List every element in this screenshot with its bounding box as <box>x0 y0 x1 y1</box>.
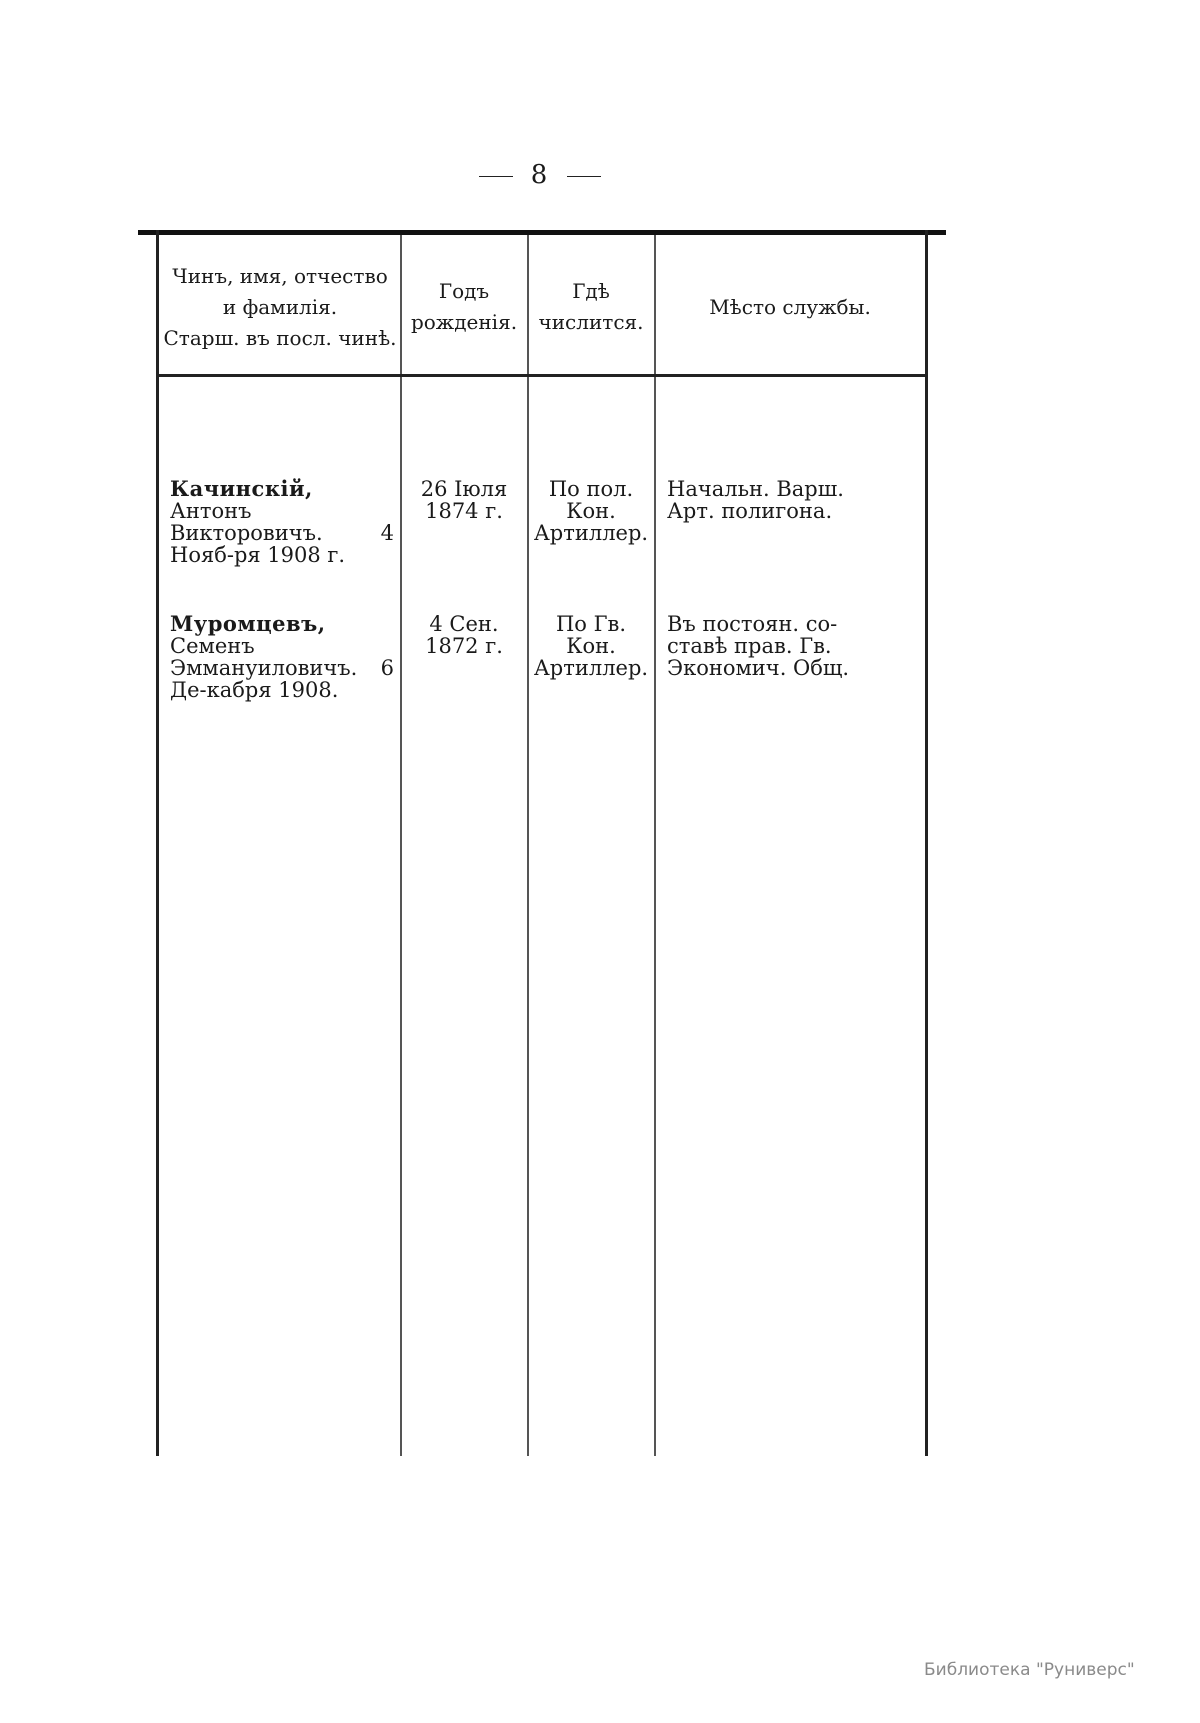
page-number <box>0 160 1080 190</box>
row-2-place-line3: Экономич. Общ. <box>667 656 850 681</box>
header-listed <box>530 252 652 362</box>
column-divider-3 <box>654 235 656 1456</box>
row-1-listed-line2: Артиллер. <box>533 521 649 546</box>
row-1-birth-line1: 26 Іюля <box>420 477 508 501</box>
header-name-line2: и фамилія. <box>222 294 338 319</box>
header-birth-line2: рожденія. <box>410 310 518 334</box>
row-1-name-rest: Антонъ Викторовичъ. 4 Нояб-ря 1908 г. <box>170 499 394 568</box>
row-1-birth <box>403 478 525 522</box>
page-number-value: 8 <box>530 160 550 190</box>
header-name-line1: Чинъ, имя, отчество <box>172 263 388 288</box>
table-right-border <box>925 230 928 1456</box>
page-number-dash-right <box>567 176 601 177</box>
row-1-listed <box>530 478 652 544</box>
row-1-place <box>667 478 923 522</box>
row-1-listed-line1: По пол. Кон. <box>548 477 634 524</box>
row-1-surname: Качинскій, <box>170 476 313 501</box>
row-2-birth-line1: 4 Сен. <box>429 612 499 636</box>
row-1-name <box>170 478 394 566</box>
header-place-of-service <box>657 252 923 362</box>
header-birth-year <box>403 252 525 362</box>
row-1-birth-line2: 1874 г. <box>425 499 503 524</box>
library-watermark: Библиотека "Руниверс" <box>924 1660 1135 1680</box>
header-birth-line1: Годъ <box>438 279 490 303</box>
header-name-line3: Старш. въ посл. чинѣ. <box>163 325 397 350</box>
table-top-rule <box>138 230 946 235</box>
page-number-dash-left <box>479 176 513 177</box>
row-2-listed-line2: Артиллер. <box>533 656 649 681</box>
header-place-line1: Мѣсто службы. <box>709 294 871 319</box>
header-bottom-rule <box>159 374 925 377</box>
row-2-name-rest: Семенъ Эммануиловичъ. 6 Де-кабря 1908. <box>170 634 394 703</box>
row-2-name <box>170 613 394 701</box>
table-left-border <box>156 230 159 1456</box>
header-listed-line1: Гдѣ <box>572 279 610 303</box>
row-2-surname: Муромцевъ, <box>170 611 326 636</box>
row-2-listed-line1: По Гв. Кон. <box>555 612 627 659</box>
row-2-listed <box>530 613 652 679</box>
row-2-place-line2: ставѣ прав. Гв. <box>667 634 832 659</box>
row-1-place-line2: Арт. полигона. <box>667 499 833 524</box>
header-listed-line2: числится. <box>538 310 644 334</box>
column-divider-1 <box>400 235 402 1456</box>
row-2-birth-line2: 1872 г. <box>425 634 503 659</box>
column-divider-2 <box>527 235 529 1456</box>
row-2-place <box>667 613 923 679</box>
row-1-place-line1: Начальн. Варш. <box>667 477 844 501</box>
header-name-rank <box>162 252 398 362</box>
officer-table <box>140 230 930 1456</box>
row-2-birth <box>403 613 525 657</box>
row-2-place-line1: Въ постоян. со- <box>667 612 838 636</box>
